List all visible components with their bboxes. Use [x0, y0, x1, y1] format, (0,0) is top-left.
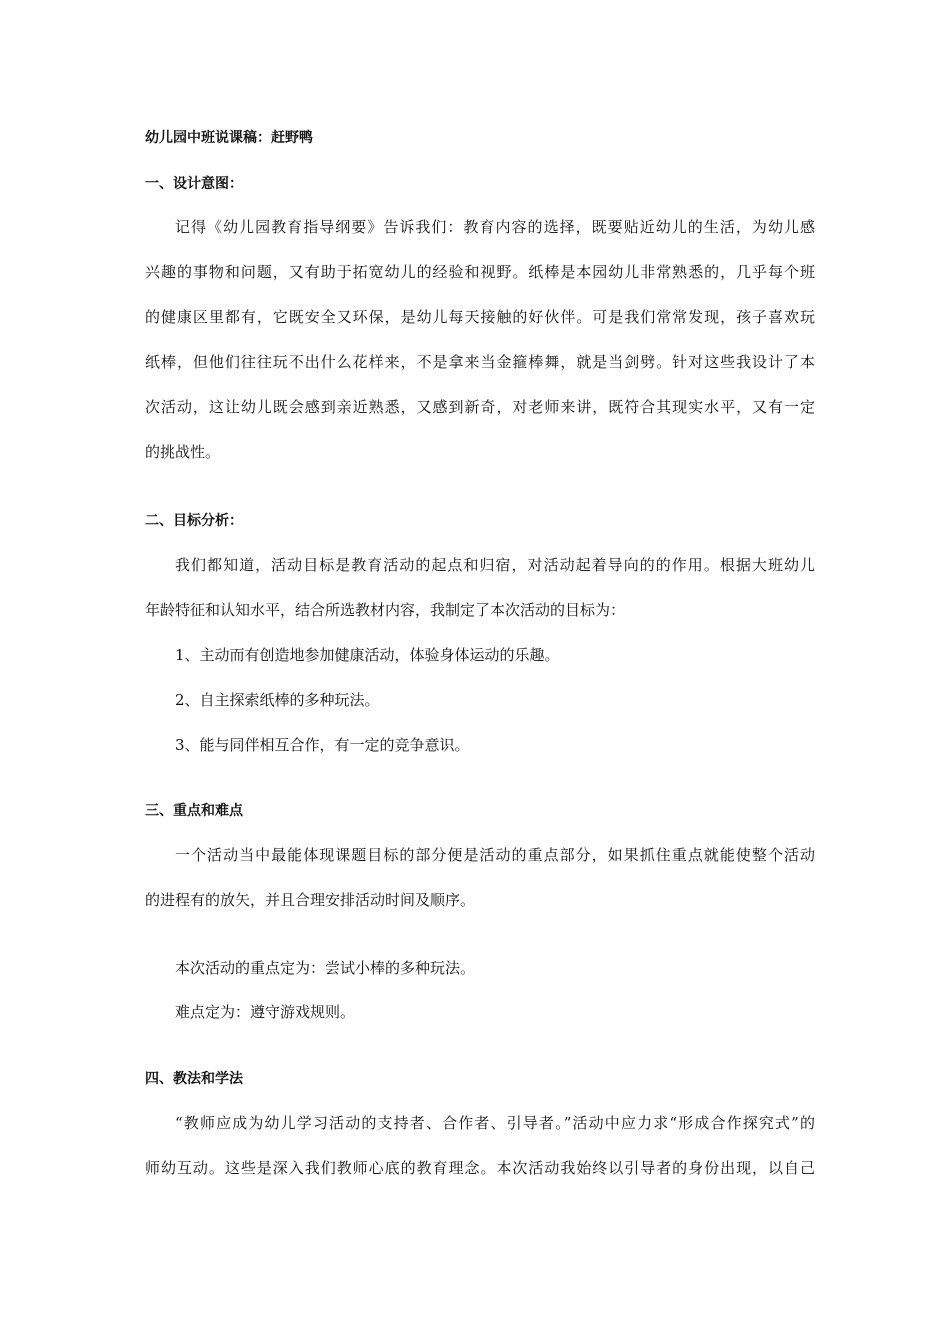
section-heading-design-intent: 一、设计意图：	[145, 176, 243, 192]
paragraph-line: 次活动，这让幼儿既会感到亲近熟悉，又感到新奇，对老师来讲，既符合其现实水平，又有一定	[145, 398, 815, 416]
paragraph-line: 的挑战性。	[145, 443, 221, 461]
paragraph-line: 难点定为：遵守游戏规则。	[175, 1003, 356, 1021]
paragraph-line: 本次活动的重点定为：尝试小棒的多种玩法。	[175, 959, 476, 977]
paragraph-line: 记得《幼儿园教育指导纲要》告诉我们：教育内容的选择，既要贴近幼儿的生活，为幼儿感	[175, 218, 815, 236]
document-title: 幼儿园中班说课稿：赶野鸭	[145, 130, 313, 146]
list-item: 2、自主探索纸棒的多种玩法。	[175, 691, 380, 709]
section-heading-key-points: 三、重点和难点	[145, 803, 243, 819]
paragraph-line: 纸棒，但他们往往玩不出什么花样来，不是拿来当金箍棒舞，就是当剑劈。针对这些我设计了本	[145, 353, 815, 371]
paragraph-line: 师幼互动。这些是深入我们教师心底的教育理念。本次活动我始终以引导者的身份出现，以自己	[145, 1159, 815, 1177]
paragraph-line: “教师应成为幼儿学习活动的支持者、合作者、引导者。”活动中应力求“形成合作探究式”的	[175, 1114, 815, 1132]
list-item: 3、能与同伴相互合作，有一定的竞争意识。	[175, 736, 470, 754]
paragraph-line: 兴趣的事物和问题，又有助于拓宽幼儿的经验和视野。纸棒是本园幼儿非常熟悉的，几乎每个班	[145, 263, 815, 281]
paragraph-line: 的健康区里都有，它既安全又环保，是幼儿每天接触的好伙伴。可是我们常常发现，孩子喜欢玩	[145, 308, 815, 326]
paragraph-line: 我们都知道，活动目标是教育活动的起点和归宿，对活动起着导向的的作用。根据大班幼儿	[175, 556, 815, 574]
paragraph-line: 一个活动当中最能体现课题目标的部分便是活动的重点部分，如果抓住重点就能使整个活动	[175, 846, 815, 864]
paragraph-line: 年龄特征和认知水平，结合所选教材内容，我制定了本次活动的目标为：	[145, 601, 626, 619]
list-item: 1、主动而有创造地参加健康活动，体验身体运动的乐趣。	[175, 646, 560, 664]
section-heading-teaching-methods: 四、教法和学法	[145, 1071, 243, 1087]
section-heading-goal-analysis: 二、目标分析：	[145, 513, 243, 529]
paragraph-line: 的进程有的放矢，并且合理安排活动时间及顺序。	[145, 891, 476, 909]
